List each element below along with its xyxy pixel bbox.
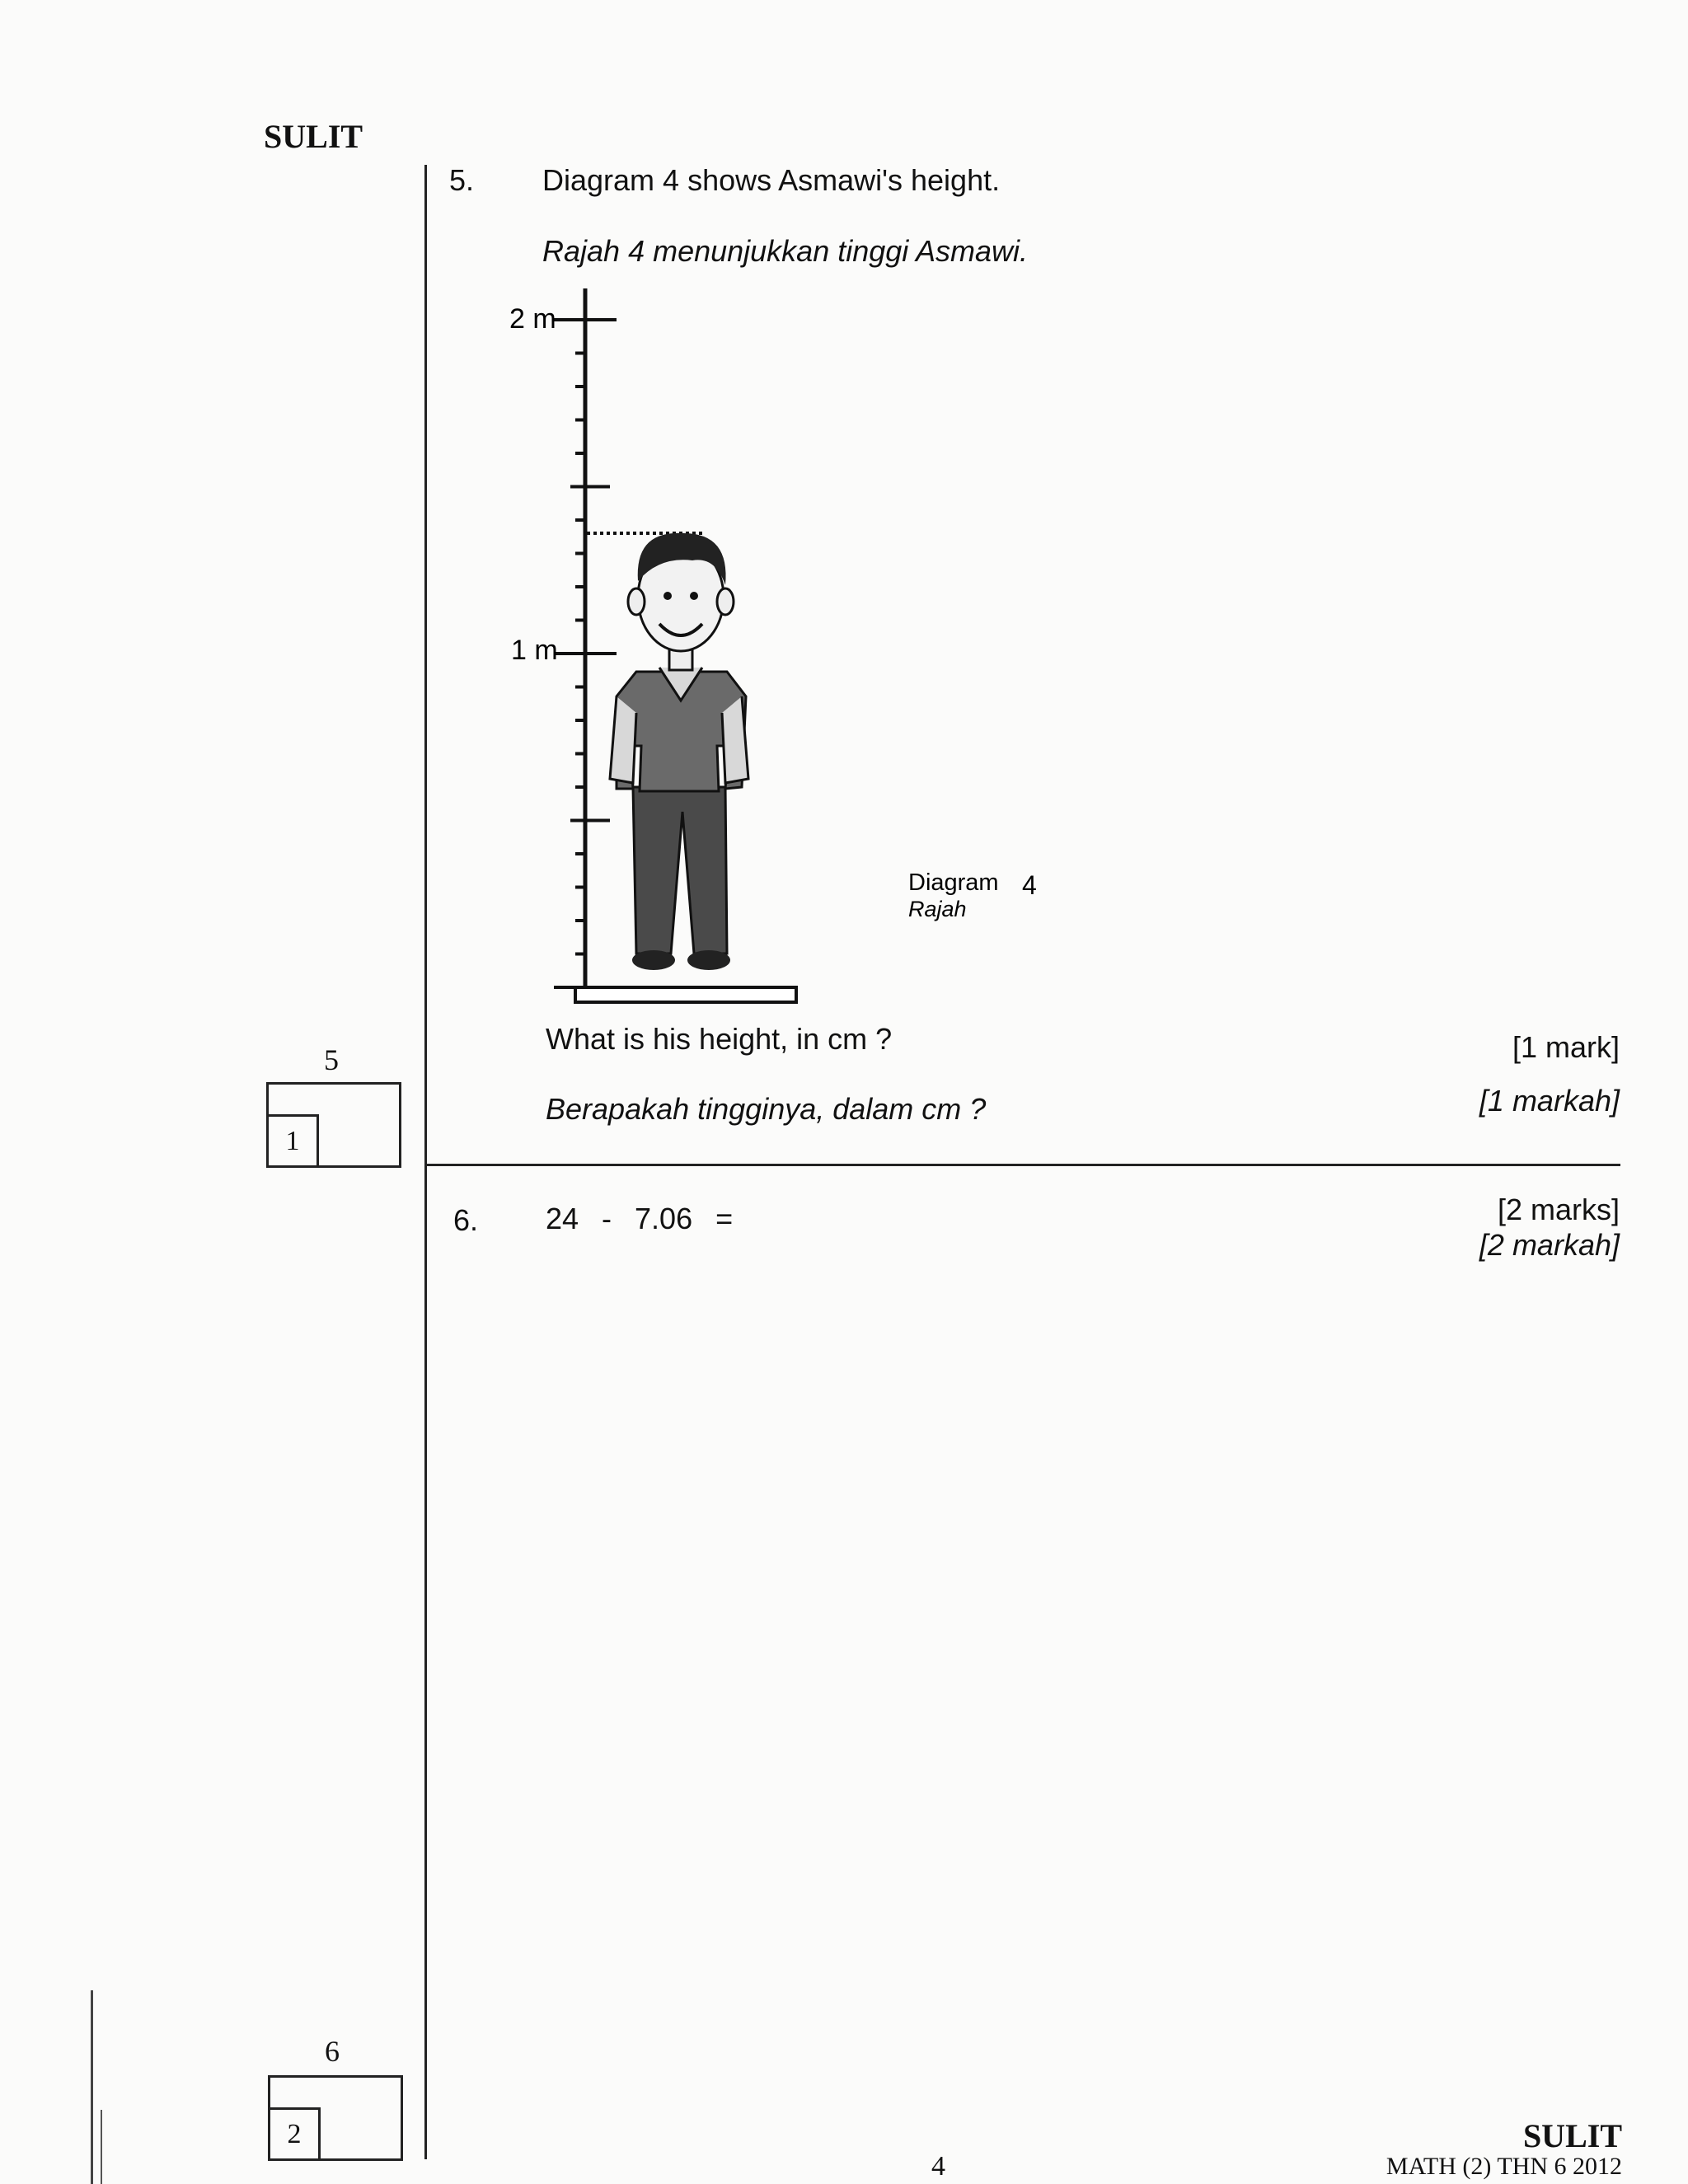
- ruler-base: [575, 987, 796, 1002]
- binding-mark: [91, 1990, 93, 2184]
- question-5-mark-ms: [1 markah]: [1479, 1084, 1620, 1118]
- margin-mark-value-6: 2: [270, 2107, 321, 2158]
- diagram-4: [495, 284, 1071, 1010]
- question-5-text-en: Diagram 4 shows Asmawi's height.: [542, 163, 1001, 197]
- header-classification: SULIT: [264, 118, 363, 155]
- question-6-mark-en: [2 marks]: [1497, 1193, 1620, 1226]
- diagram-caption-number: 4: [1022, 870, 1037, 900]
- margin-divider: [424, 165, 427, 2159]
- margin-question-6-number: 6: [325, 2035, 340, 2068]
- question-5-ask-ms: Berapakah tingginya, dalam cm ?: [546, 1092, 987, 1126]
- question-5-number: 5.: [449, 163, 475, 197]
- question-divider: [427, 1164, 1620, 1166]
- ruler-label-1m: 1 m: [511, 635, 558, 666]
- footer-classification: SULIT: [1522, 2117, 1622, 2154]
- margin-mark-value-5: 1: [269, 1114, 319, 1165]
- ruler-label-2m: 2 m: [509, 303, 556, 335]
- question-5-mark-en: [1 mark]: [1512, 1030, 1620, 1064]
- ruler-ticks: [554, 320, 617, 987]
- person-figure: [610, 533, 748, 970]
- question-5-ask-en: What is his height, in cm ?: [546, 1022, 893, 1056]
- footer-paper-code: MATH (2) THN 6 2012: [1386, 2153, 1622, 2180]
- question-6-mark-ms: [2 markah]: [1479, 1228, 1620, 1262]
- page-number: 4: [931, 2151, 945, 2182]
- question-6-number: 6.: [453, 1203, 479, 1237]
- diagram-caption-en: Diagram: [908, 869, 999, 896]
- question-6-expression: 24 - 7.06 =: [546, 1202, 734, 1235]
- diagram-caption-ms: Rajah: [908, 897, 967, 921]
- binding-mark-2: [101, 2110, 102, 2184]
- question-5-text-ms: Rajah 4 menunjukkan tinggi Asmawi.: [542, 234, 1028, 268]
- margin-question-5-number: 5: [324, 1043, 339, 1076]
